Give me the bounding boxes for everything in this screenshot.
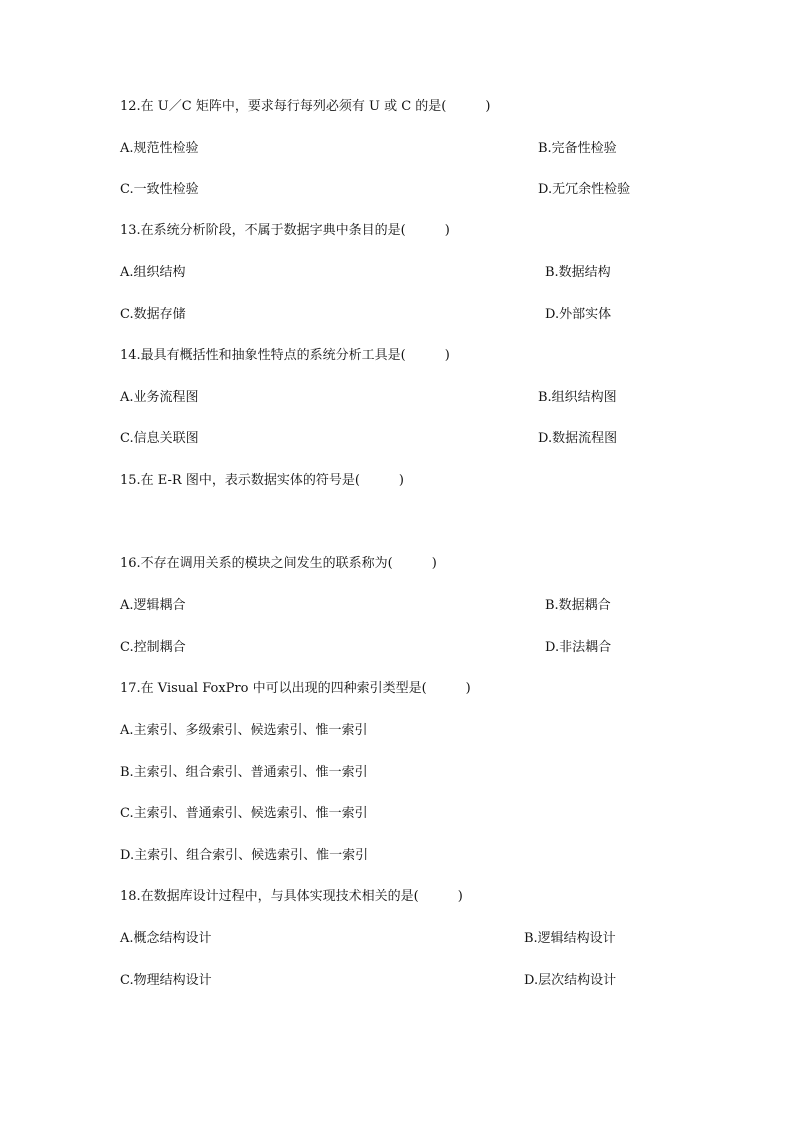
q16-option-a[interactable]: A.逻辑耦合 — [120, 598, 186, 613]
q13-option-d[interactable]: D.外部实体 — [545, 307, 612, 322]
q17-option-d[interactable]: D.主索引、组合索引、候选索引、惟一索引 — [120, 848, 369, 863]
q18-option-c[interactable]: C.物理结构设计 — [120, 973, 212, 988]
q12-option-c[interactable]: C.一致性检验 — [120, 182, 199, 197]
q16-option-d[interactable]: D.非法耦合 — [545, 640, 612, 655]
q12-option-a[interactable]: A.规范性检验 — [120, 141, 199, 156]
q16-option-c[interactable]: C.控制耦合 — [120, 640, 186, 655]
question-17-stem: 17.在 Visual FoxPro 中可以出现的四种索引类型是( ) — [120, 681, 471, 696]
question-13-stem: 13.在系统分析阶段，不属于数据字典中条目的是( ) — [120, 223, 450, 238]
q16-option-b[interactable]: B.数据耦合 — [545, 598, 611, 613]
q14-option-c[interactable]: C.信息关联图 — [120, 431, 199, 446]
q17-option-a[interactable]: A.主索引、多级索引、候选索引、惟一索引 — [120, 723, 368, 738]
q13-option-b[interactable]: B.数据结构 — [545, 265, 611, 280]
q14-option-b[interactable]: B.组织结构图 — [538, 390, 617, 405]
question-18-stem: 18.在数据库设计过程中，与具体实现技术相关的是( ) — [120, 889, 463, 904]
q14-option-a[interactable]: A.业务流程图 — [120, 390, 199, 405]
q12-option-b[interactable]: B.完备性检验 — [538, 141, 617, 156]
q12-option-d[interactable]: D.无冗余性检验 — [538, 182, 631, 197]
question-12-stem: 12.在 U／C 矩阵中，要求每行每列必须有 U 或 C 的是( ) — [120, 99, 491, 114]
question-15-stem: 15.在 E-R 图中，表示数据实体的符号是( ) — [120, 473, 404, 488]
q13-option-a[interactable]: A.组织结构 — [120, 265, 186, 280]
q13-option-c[interactable]: C.数据存储 — [120, 307, 186, 322]
q17-option-c[interactable]: C.主索引、普通索引、候选索引、惟一索引 — [120, 806, 368, 821]
q18-option-d[interactable]: D.层次结构设计 — [524, 973, 617, 988]
q18-option-b[interactable]: B.逻辑结构设计 — [524, 931, 616, 946]
q18-option-a[interactable]: A.概念结构设计 — [120, 931, 212, 946]
question-16-stem: 16.不存在调用关系的模块之间发生的联系称为( ) — [120, 556, 437, 571]
q17-option-b[interactable]: B.主索引、组合索引、普通索引、惟一索引 — [120, 765, 368, 780]
q14-option-d[interactable]: D.数据流程图 — [538, 431, 618, 446]
question-14-stem: 14.最具有概括性和抽象性特点的系统分析工具是( ) — [120, 348, 450, 363]
